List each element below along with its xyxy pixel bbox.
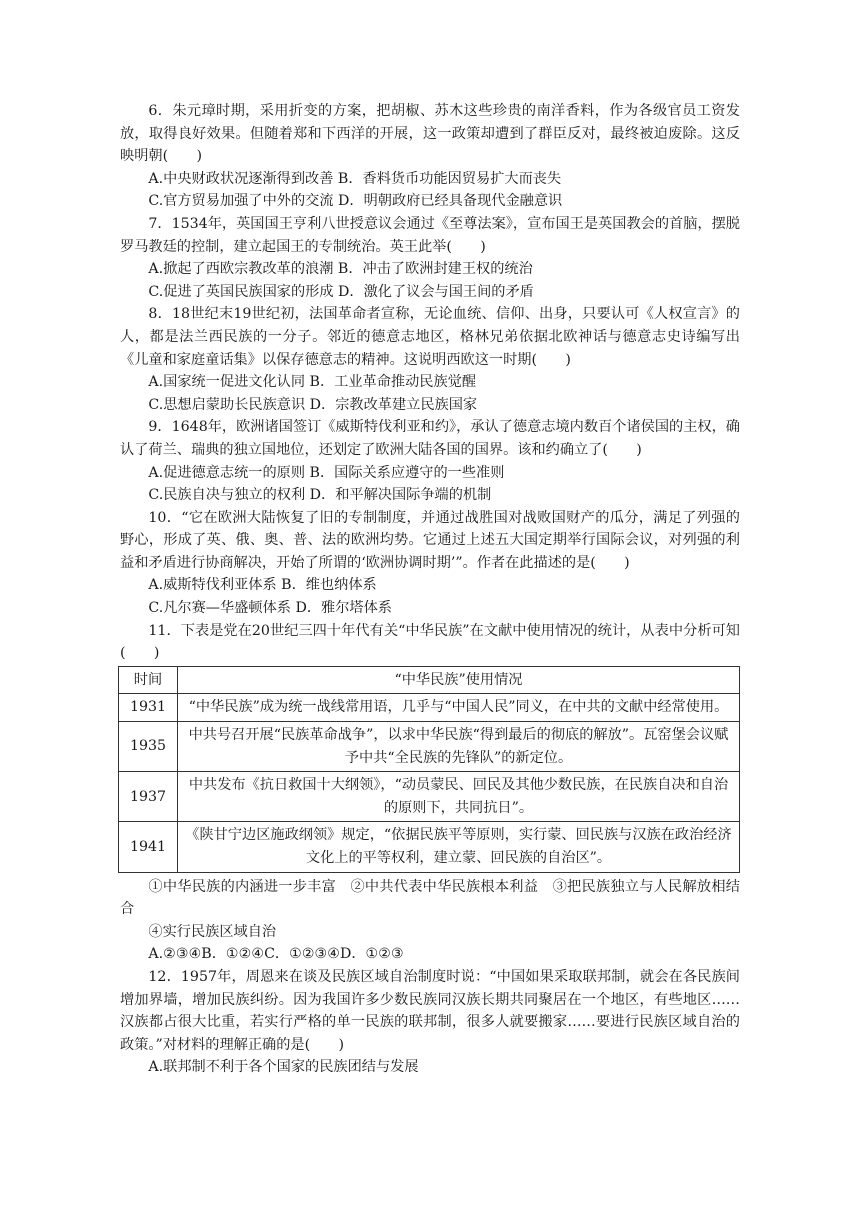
header-time: 时间 bbox=[119, 666, 178, 694]
question-stem: 10．“它在欧洲大陆恢复了旧的专制制度，并通过战胜国对战败国财产的瓜分，满足了列强的野心，形成了英、俄、奥、普、法的欧洲均势。它通过上述五大国定期举行国际会议，对列强的利益和矛盾进行协商解决，开始了所谓的‘欧洲协调时期’”。作者在此描述的是( ) bbox=[120, 509, 740, 571]
question-10 bbox=[120, 507, 740, 620]
row-year: 1941 bbox=[119, 822, 178, 872]
question-6 bbox=[120, 100, 740, 213]
row-text: 中共发布《抗日救国十大纲领》，“动员蒙民、回民及其他少数民族，在民族自决和自治的原则下，共同抗日”。 bbox=[178, 772, 740, 822]
table-row bbox=[119, 772, 740, 822]
table-row bbox=[119, 822, 740, 872]
options-line: A.促进德意志统一的原则 B．国际关系应遵守的一些准则 bbox=[148, 464, 505, 481]
options-line: C.官方贸易加强了中外的交流 D．明朝政府已经具备现代金融意识 bbox=[148, 193, 563, 210]
row-text: 中共号召开展“民族革命战争”，以求中华民族“得到最后的彻底的解放”。瓦窑堡会议赋予中共“全民族的先锋队”的新定位。 bbox=[178, 722, 740, 772]
options-line: C.凡尔赛—华盛顿体系 D．雅尔塔体系 bbox=[148, 600, 392, 617]
question-stem: 7．1534年，英国国王亨利八世授意议会通过《至尊法案》，宣布国王是英国教会的首脑，摆脱罗马教廷的控制，建立起国王的专制统治。英王此举( ) bbox=[120, 215, 740, 255]
question-stem: 8．18世纪末19世纪初，法国革命者宣称，无论血统、信仰、出身，只要认可《人权宣言》的人，都是法兰西民族的一分子。邻近的德意志地区，格林兄弟依据北欧神话与德意志史诗编写出《儿童和家庭童话集》以保存德意志的精神。这说明西欧这一时期( ) bbox=[120, 306, 740, 368]
usage-table bbox=[118, 666, 740, 873]
exam-page bbox=[120, 100, 740, 1079]
row-year: 1931 bbox=[119, 694, 178, 722]
statement-4: ④实行民族区域自治 bbox=[148, 923, 277, 940]
question-11 bbox=[120, 620, 740, 966]
statements: ①中华民族的内涵进一步丰富 ②中共代表中华民族根本利益 ③把民族独立与人民解放相结合 bbox=[120, 878, 740, 918]
table-row bbox=[119, 722, 740, 772]
question-12 bbox=[120, 966, 740, 1079]
row-text: 《陕甘宁边区施政纲领》规定，“依据民族平等原则，实行蒙、回民族与汉族在政治经济文化上的平等权利，建立蒙、回民族的自治区”。 bbox=[178, 822, 740, 872]
options-line: A.国家统一促进文化认同 B．工业革命推动民族觉醒 bbox=[148, 374, 477, 391]
row-year: 1935 bbox=[119, 722, 178, 772]
options-line: C.民族自决与独立的权利 D．和平解决国际争端的机制 bbox=[148, 487, 492, 504]
options-line: A.威斯特伐利亚体系 B．维也纳体系 bbox=[148, 577, 377, 594]
options-line: C.思想启蒙助长民族意识 D．宗教改革建立民族国家 bbox=[148, 396, 478, 413]
question-stem: 11．下表是党在20世纪三四十年代有关“中华民族”在文献中使用情况的统计，从表中分析可知( ) bbox=[120, 622, 740, 662]
question-7 bbox=[120, 213, 740, 303]
question-stem: 9．1648年，欧洲诸国签订《威斯特伐利亚和约》，承认了德意志境内数百个诸侯国的主权，确认了荷兰、瑞典的独立国地位，还划定了欧洲大陆各国的国界。该和约确立了( ) bbox=[120, 419, 740, 458]
table-row bbox=[119, 694, 740, 722]
question-9 bbox=[120, 416, 740, 506]
options-line: C.促进了英国民族国家的形成 D．激化了议会与国王间的矛盾 bbox=[148, 283, 534, 300]
question-stem: 6．朱元璋时期，采用折变的方案，把胡椒、苏木这些珍贵的南洋香料，作为各级官员工资发放，取得良好效果。但随着郑和下西洋的开展，这一政策却遭到了群臣反对，最终被迫废除。这反映明朝( ) bbox=[120, 103, 740, 165]
question-stem: 12．1957年，周恩来在谈及民族区域自治制度时说：“中国如果采取联邦制，就会在各民族间增加界墙，增加民族纠纷。因为我国许多少数民族同汉族长期共同聚居在一个地区，有些地区……汉族都占很大比重，若实行严格的单一民族的联邦制，很多人就要搬家……要进行民族区域自治的政策。”对材料的理解正确的是( ) bbox=[120, 968, 740, 1053]
row-text: “中华民族”成为统一战线常用语，几乎与“中国人民”同义，在中共的文献中经常使用。 bbox=[178, 694, 740, 722]
header-usage: “中华民族”使用情况 bbox=[178, 666, 740, 694]
options-line: A.②③④B．①②④C．①②③④D．①②③ bbox=[148, 946, 404, 963]
options-line: A.掀起了西欧宗教改革的浪潮 B．冲击了欧洲封建王权的统治 bbox=[148, 261, 533, 278]
options-line: A.联邦制不利于各个国家的民族团结与发展 bbox=[148, 1059, 419, 1076]
row-year: 1937 bbox=[119, 772, 178, 822]
question-8 bbox=[120, 303, 740, 416]
options-line: A.中央财政状况逐渐得到改善 B．香料货币功能因贸易扩大而丧失 bbox=[148, 170, 562, 187]
table-header-row bbox=[119, 666, 740, 694]
